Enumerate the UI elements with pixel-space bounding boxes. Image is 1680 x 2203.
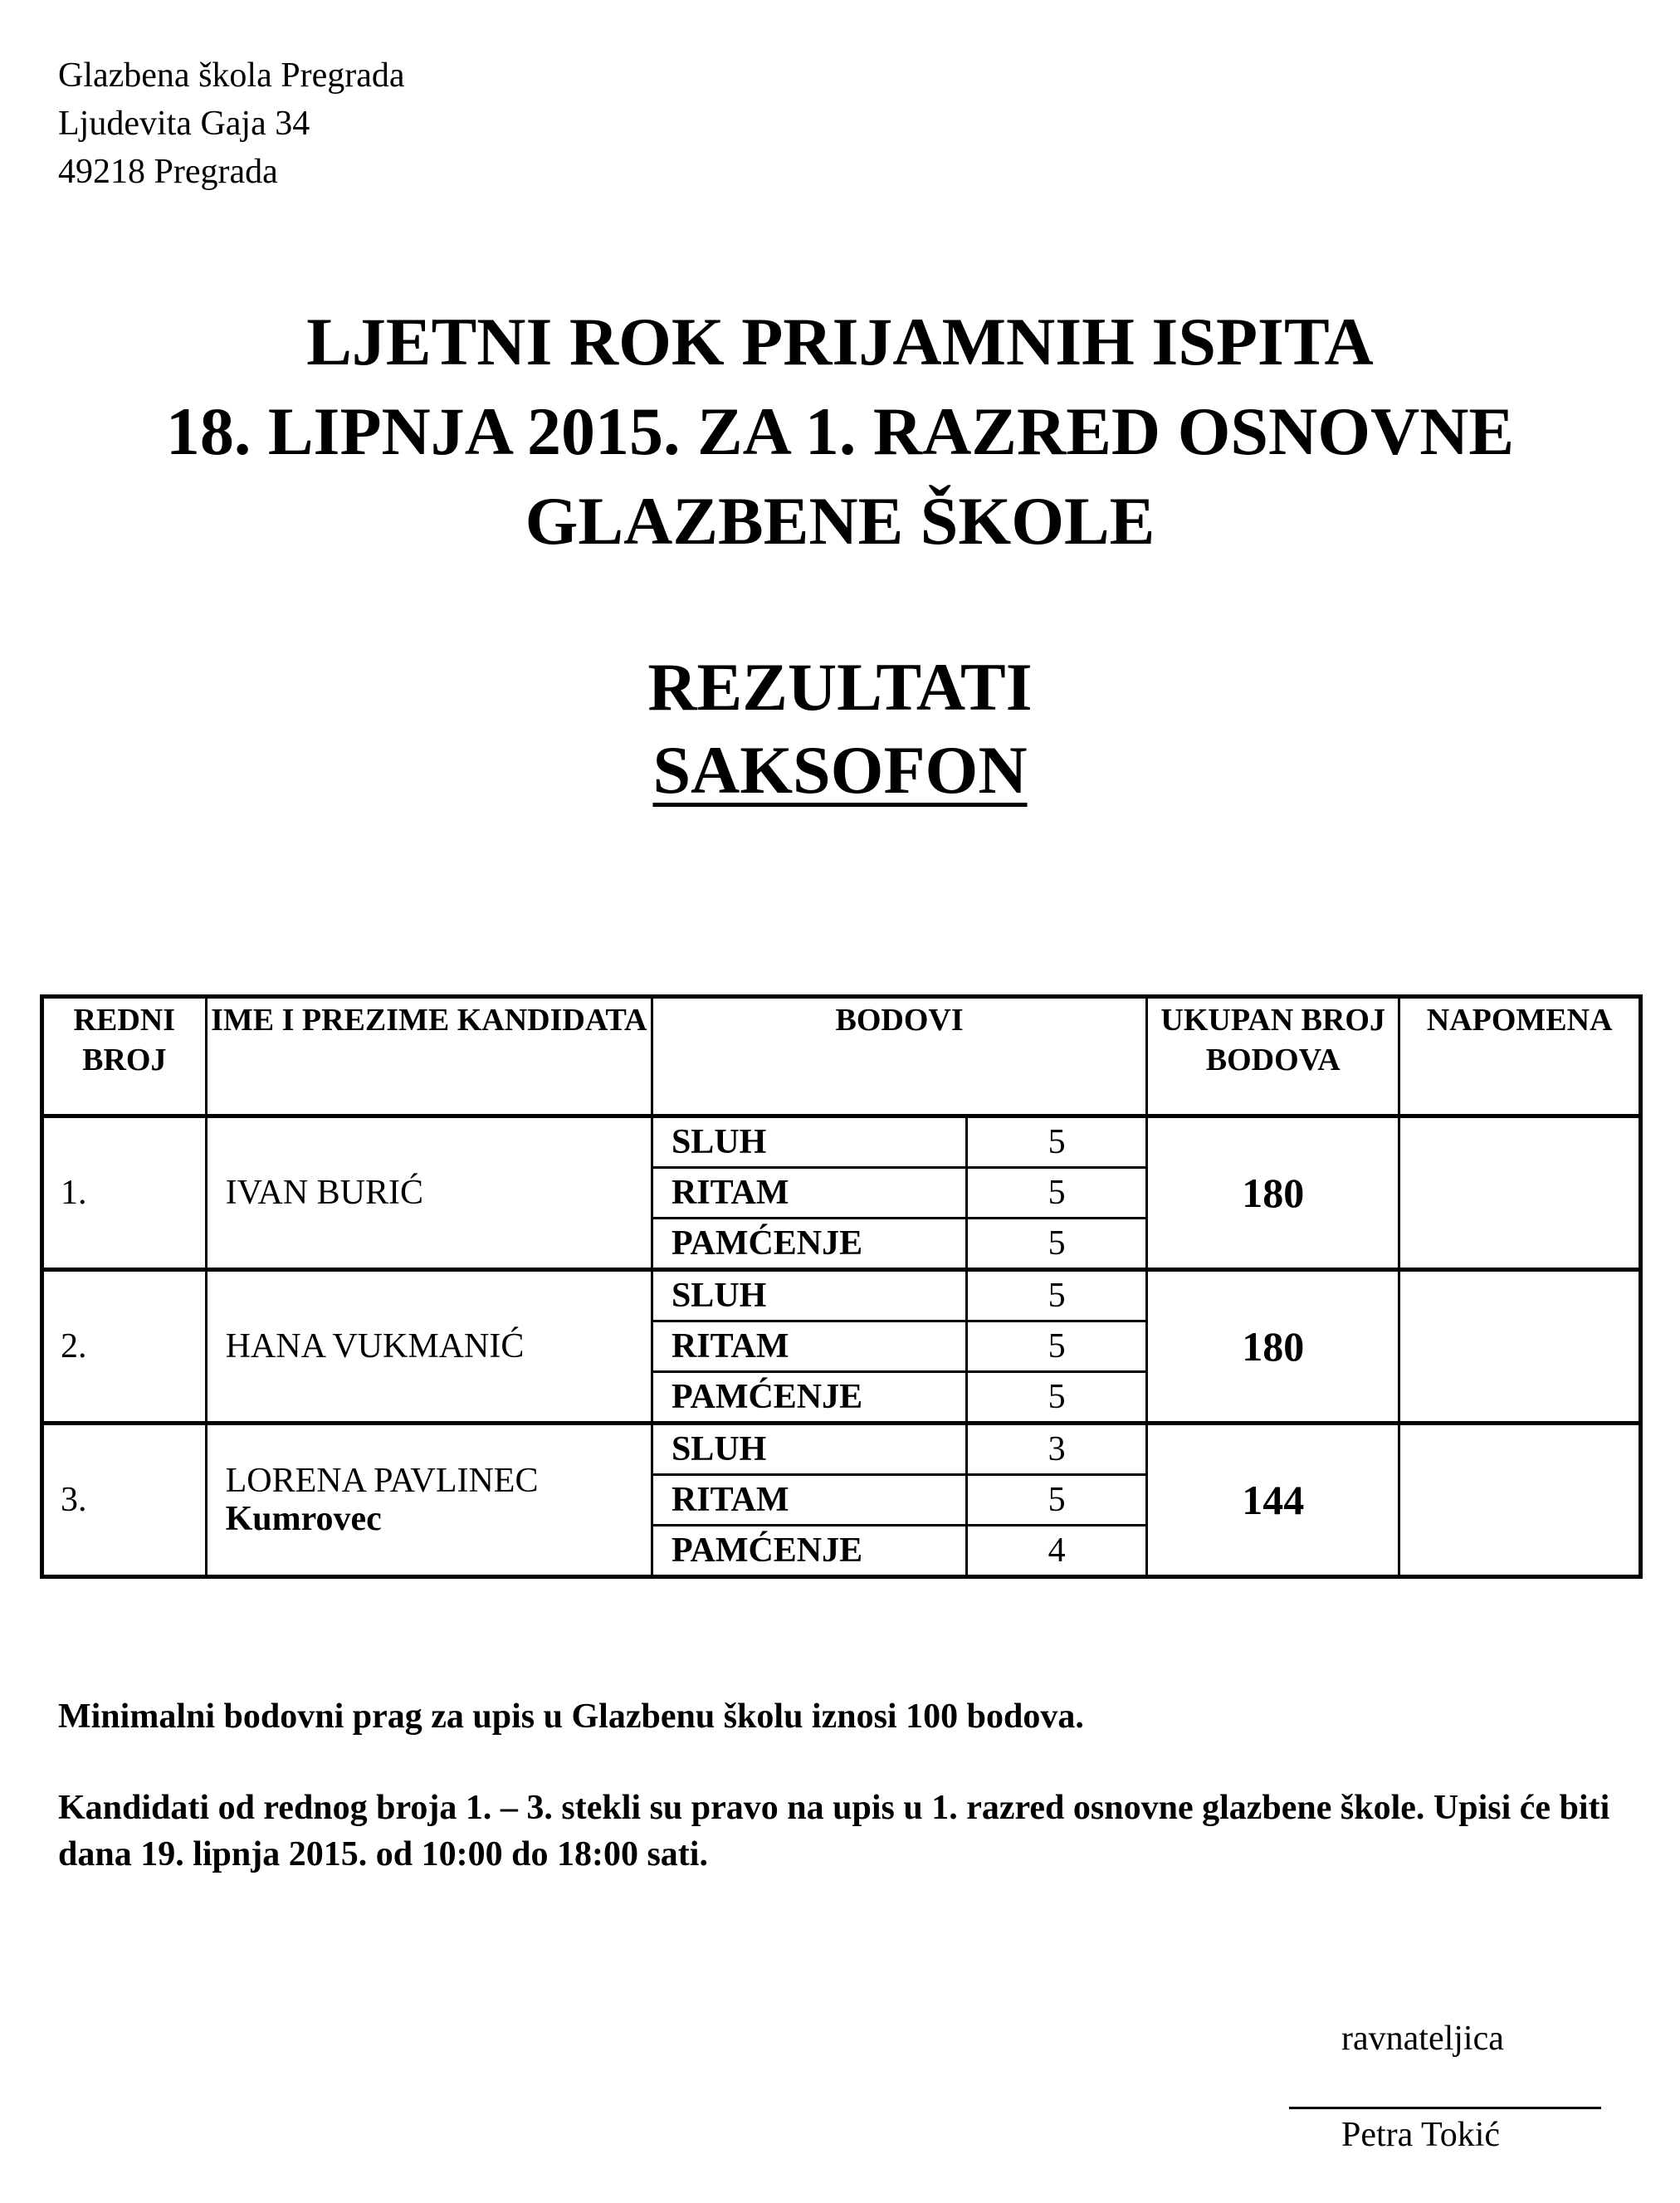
header-points: BODOVI [652, 997, 1146, 1116]
note-cell [1399, 1424, 1641, 1577]
table-header-row [42, 997, 1641, 1116]
header-name: IME I PREZIME KANDIDATA [206, 997, 652, 1116]
instrument-label: SAKSOFON [652, 732, 1028, 808]
total-points: 144 [1147, 1424, 1399, 1577]
score-value: 3 [967, 1424, 1147, 1475]
candidate-location: Kumrovec [225, 1500, 382, 1538]
score-category: RITAM [652, 1475, 966, 1526]
school-address [58, 51, 404, 196]
candidate-name [206, 1116, 652, 1270]
score-category: PAMĆENJE [652, 1526, 966, 1577]
score-category: PAMĆENJE [652, 1219, 966, 1270]
score-category: SLUH [652, 1270, 966, 1321]
header-total: UKUPAN BROJ BODOVA [1147, 997, 1399, 1116]
score-category: SLUH [652, 1116, 966, 1168]
score-value: 5 [967, 1116, 1147, 1168]
school-name: Glazbena škola Pregrada [58, 56, 405, 95]
title-line-1: LJETNI ROK PRIJAMNIH ISPITA [306, 304, 1374, 379]
score-category: RITAM [652, 1168, 966, 1219]
signature-name: Petra Tokić [1341, 2116, 1501, 2154]
table-row [42, 1424, 1641, 1475]
header-note: NAPOMENA [1399, 997, 1641, 1116]
threshold-note: Minimalni bodovni prag za upis u Glazbenu školu iznosi 100 bodova. [58, 1697, 1084, 1736]
results-label: REZULTATI [647, 649, 1033, 725]
score-value: 5 [967, 1270, 1147, 1321]
enrollment-note: Kandidati od rednog broja 1. – 3. stekli su pravo na upis u 1. razred osnovne glazbene škole. Upisi će biti dana 19. lipnja 2015. od 10:00 do 18:00 sati. [58, 1789, 1610, 1873]
row-index: 2. [42, 1270, 207, 1424]
signature-line [1289, 2107, 1601, 2109]
note-cell [1399, 1116, 1641, 1270]
document-title [0, 297, 1680, 566]
score-category: SLUH [652, 1424, 966, 1475]
table-row [42, 1116, 1641, 1168]
title-line-2: 18. LIPNJA 2015. ZA 1. RAZRED OSNOVNE [165, 393, 1515, 469]
candidate-name [206, 1270, 652, 1424]
signature-role: ravnateljica [1341, 2020, 1504, 2058]
row-index: 1. [42, 1116, 207, 1270]
row-index: 3. [42, 1424, 207, 1577]
score-value: 5 [967, 1168, 1147, 1219]
header-index: REDNI BROJ [42, 997, 207, 1116]
score-value: 4 [967, 1526, 1147, 1577]
score-value: 5 [967, 1219, 1147, 1270]
candidate-name-text: IVAN BURIĆ [225, 1174, 424, 1212]
score-category: PAMĆENJE [652, 1372, 966, 1424]
results-table [40, 994, 1643, 1579]
total-points: 180 [1147, 1270, 1399, 1424]
score-value: 5 [967, 1372, 1147, 1424]
school-city: 49218 Pregrada [58, 153, 278, 191]
candidate-name-text: HANA VUKMANIĆ [225, 1327, 525, 1365]
title-line-3: GLAZBENE ŠKOLE [525, 483, 1155, 559]
score-value: 5 [967, 1321, 1147, 1372]
candidate-name [206, 1424, 652, 1577]
candidate-name-text: LORENA PAVLINEC [225, 1462, 539, 1500]
score-value: 5 [967, 1475, 1147, 1526]
school-street: Ljudevita Gaja 34 [58, 105, 310, 143]
note-cell [1399, 1270, 1641, 1424]
total-points: 180 [1147, 1116, 1399, 1270]
score-category: RITAM [652, 1321, 966, 1372]
table-row [42, 1270, 1641, 1321]
results-heading [0, 646, 1680, 812]
